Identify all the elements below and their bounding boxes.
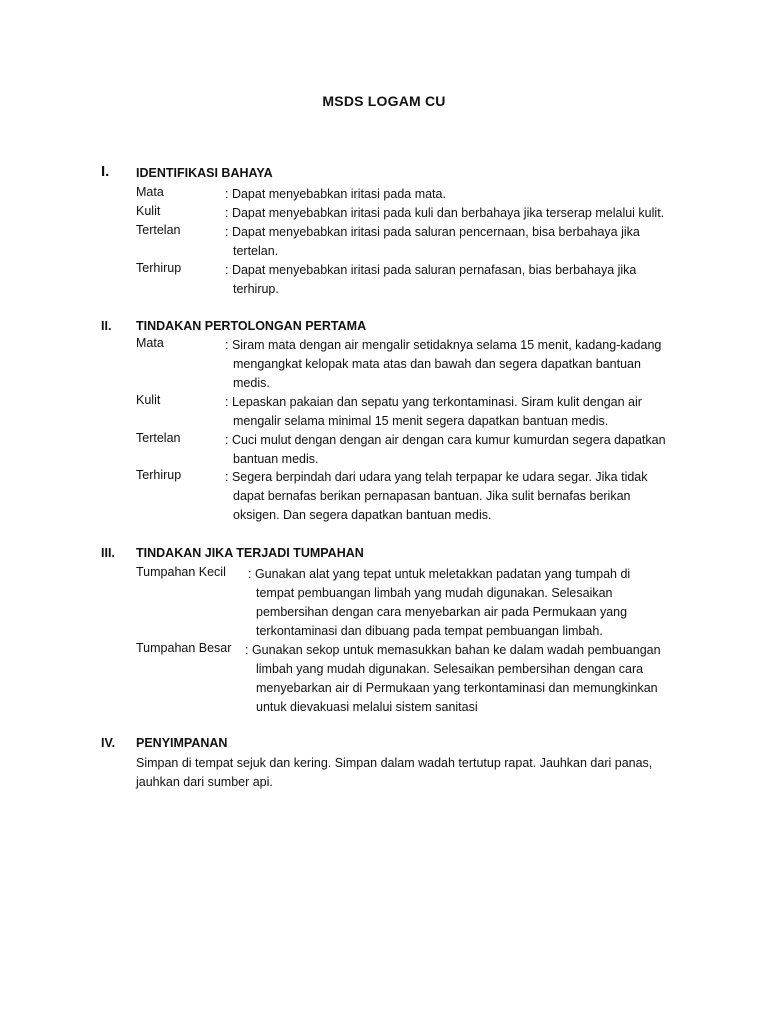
row-description: : Dapat menyebabkan iritasi pada mata. — [225, 187, 446, 201]
row-label: Kulit — [136, 393, 161, 407]
section-heading: TINDAKAN PERTOLONGAN PERTAMA — [136, 319, 367, 333]
row-label: Mata — [136, 185, 164, 199]
row-label: Tertelan — [136, 223, 181, 237]
row-label: Mata — [136, 336, 164, 350]
section-numeral: II. — [101, 319, 112, 333]
row-description: : Gunakan sekop untuk memasukkan bahan ke dalam wadah pembuangan limbah yang mudah digunakan. Selesaikan pembersihan dengan cara menyebarkan air di Permukaan yang terkontaminasi dan memungkinkan untuk dievakuasi melalui sistem sanitasi — [245, 643, 661, 714]
section-heading: IDENTIFIKASI BAHAYA — [136, 166, 273, 180]
row-label: Kulit — [136, 204, 161, 218]
row-label: Terhirup — [136, 261, 182, 275]
document-title: MSDS LOGAM CU — [322, 93, 446, 109]
section-numeral: IV. — [101, 736, 116, 750]
row-description: : Dapat menyebabkan iritasi pada kuli dan berbahaya jika terserap melalui kulit. — [225, 206, 665, 220]
row-description: : Dapat menyebabkan iritasi pada saluran pencernaan, bisa berbahaya jika tertelan. — [225, 225, 640, 258]
row-description: : Dapat menyebabkan iritasi pada saluran pernafasan, bias berbahaya jika terhirup. — [225, 263, 637, 296]
section-heading: TINDAKAN JIKA TERJADI TUMPAHAN — [136, 546, 364, 560]
row-label: Terhirup — [136, 468, 182, 482]
row-description: : Lepaskan pakaian dan sepatu yang terkontaminasi. Siram kulit dengan air mengalir selama minimal 15 menit segera dapatkan bantuan medis. — [225, 395, 642, 428]
row-label: Tumpahan Besar — [136, 641, 232, 655]
section-numeral: III. — [101, 546, 115, 560]
row-description: : Gunakan alat yang tepat untuk meletakkan padatan yang tumpah di tempat pembuangan limbah yang mudah digunakan. Selesaikan pembersihan dengan cara menyebarkan air pada Permukaan yang terkontaminasi dan dibuang pada tempat pembuangan limbah. — [248, 567, 631, 638]
storage-paragraph: Simpan di tempat sejuk dan kering. Simpan dalam wadah tertutup rapat. Jauhkan dari panas, jauhkan dari sumber api. — [136, 756, 653, 789]
section-heading: PENYIMPANAN — [136, 736, 228, 750]
section-numeral: I. — [101, 163, 110, 180]
row-label: Tumpahan Kecil — [136, 565, 226, 579]
row-label: Tertelan — [136, 431, 181, 445]
row-description: : Segera berpindah dari udara yang telah terpapar ke udara segar. Jika tidak dapat bernafas berikan pernapasan bantuan. Jika sulit bernafas berikan oksigen. Dan segera dapatkan bantuan medis. — [225, 470, 648, 522]
row-description: : Cuci mulut dengan dengan air dengan cara kumur kumurdan segera dapatkan bantuan medis. — [225, 433, 666, 466]
row-description: : Siram mata dengan air mengalir setidaknya selama 15 menit, kadang-kadang mengangkat kelopak mata atas dan bawah dan segera dapatkan bantuan medis. — [225, 338, 662, 390]
